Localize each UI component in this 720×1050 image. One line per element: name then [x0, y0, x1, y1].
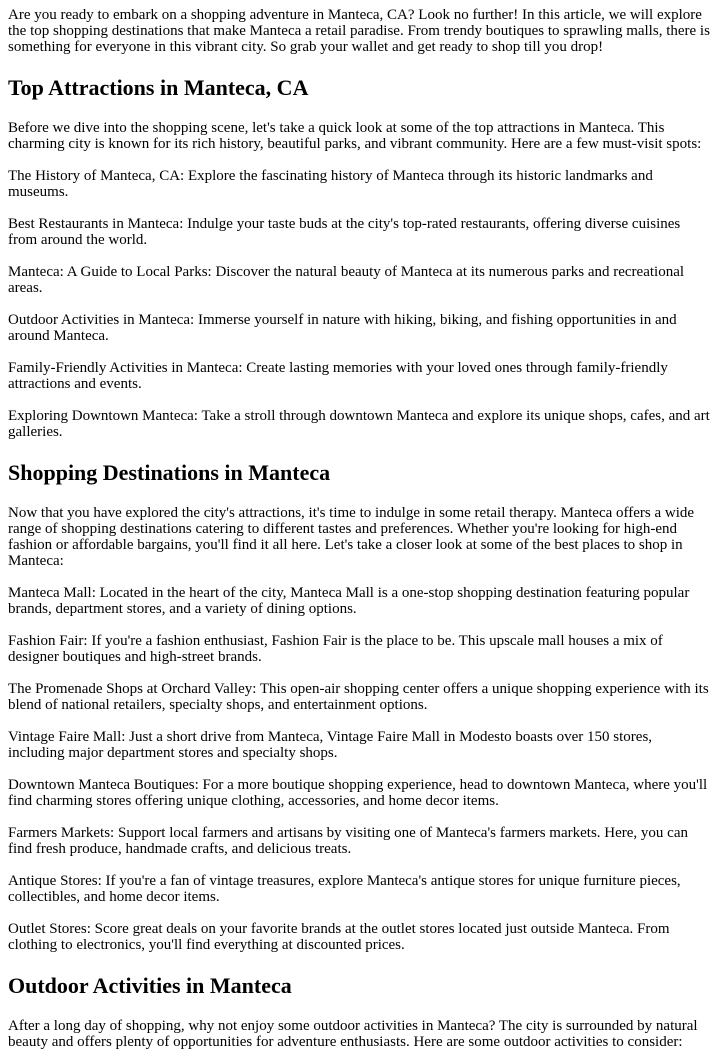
- paragraph: The Promenade Shops at Orchard Valley: This open-air shopping center offers a unique shopping experience with its blend of national retailers, specialty shops, and entertainment options.: [8, 681, 709, 713]
- paragraph: Vintage Faire Mall: Just a short drive from Manteca, Vintage Faire Mall in Modesto boasts over 150 stores, including major department stores and specialty shops.: [8, 729, 653, 761]
- paragraph: Manteca Mall: Located in the heart of the city, Manteca Mall is a one-stop shopping destination featuring popular brands, department stores, and a variety of dining options.: [8, 585, 690, 617]
- paragraph: Farmers Markets: Support local farmers and artisans by visiting one of Manteca's farmers markets. Here, you can find fresh produce, handmade crafts, and delicious treats.: [8, 825, 688, 857]
- paragraph: Outdoor Activities in Manteca: Immerse yourself in nature with hiking, biking, and fishing opportunities in and around Manteca.: [8, 312, 677, 344]
- paragraph: Now that you have explored the city's attractions, it's time to indulge in some retail therapy. Manteca offers a wide range of shopping destinations catering to different tastes and preferences. Whether you're looking for high-end fashion or affordable bargains, you'll find it all here. Let's take a closer look at some of the best places to shop in Manteca:: [8, 505, 695, 569]
- paragraph: Outlet Stores: Score great deals on your favorite brands at the outlet stores located just outside Manteca. From clothing to electronics, you'll find everything at discounted prices.: [8, 921, 670, 953]
- paragraph: Downtown Manteca Boutiques: For a more boutique shopping experience, head to downtown Manteca, where you'll find charming stores offering unique clothing, accessories, and home decor items.: [8, 777, 708, 809]
- paragraph: Before we dive into the shopping scene, let's take a quick look at some of the top attractions in Manteca. This charming city is known for its rich history, beautiful parks, and vibrant community. Here are a few must-visit spots:: [8, 120, 702, 152]
- paragraph: Exploring Downtown Manteca: Take a stroll through downtown Manteca and explore its unique shops, cafes, and art galleries.: [8, 408, 710, 440]
- paragraph: Family-Friendly Activities in Manteca: Create lasting memories with your loved ones through family-friendly attractions and events.: [8, 360, 668, 392]
- intro-paragraph: Are you ready to embark on a shopping adventure in Manteca, CA? Look no further! In this article, we will explore the top shopping destinations that make Manteca a retail paradise. From trendy boutiques to sprawling malls, there is something for everyone in this vibrant city. So grab your wallet and get ready to shop till you drop!: [8, 7, 710, 55]
- paragraph: After a long day of shopping, why not enjoy some outdoor activities in Manteca? The city is surrounded by natural beauty and offers plenty of opportunities for adventure enthusiasts. Here are some outdoor activities to consider:: [8, 1018, 698, 1050]
- paragraph: Antique Stores: If you're a fan of vintage treasures, explore Manteca's antique stores for unique furniture pieces, collectibles, and home decor items.: [8, 873, 681, 905]
- section-heading-top-attractions: Top Attractions in Manteca, CA: [8, 75, 309, 100]
- section-heading-shopping-destinations: Shopping Destinations in Manteca: [8, 460, 331, 485]
- paragraph: The History of Manteca, CA: Explore the fascinating history of Manteca through its historic landmarks and museums.: [8, 168, 653, 200]
- paragraph: Best Restaurants in Manteca: Indulge your taste buds at the city's top-rated restaurants, offering diverse cuisines from around the world.: [8, 216, 681, 248]
- paragraph: Manteca: A Guide to Local Parks: Discover the natural beauty of Manteca at its numerous parks and recreational areas.: [8, 264, 685, 296]
- section-heading-outdoor-activities: Outdoor Activities in Manteca: [8, 973, 292, 998]
- paragraph: Fashion Fair: If you're a fashion enthusiast, Fashion Fair is the place to be. This upscale mall houses a mix of designer boutiques and high-street brands.: [8, 633, 663, 665]
